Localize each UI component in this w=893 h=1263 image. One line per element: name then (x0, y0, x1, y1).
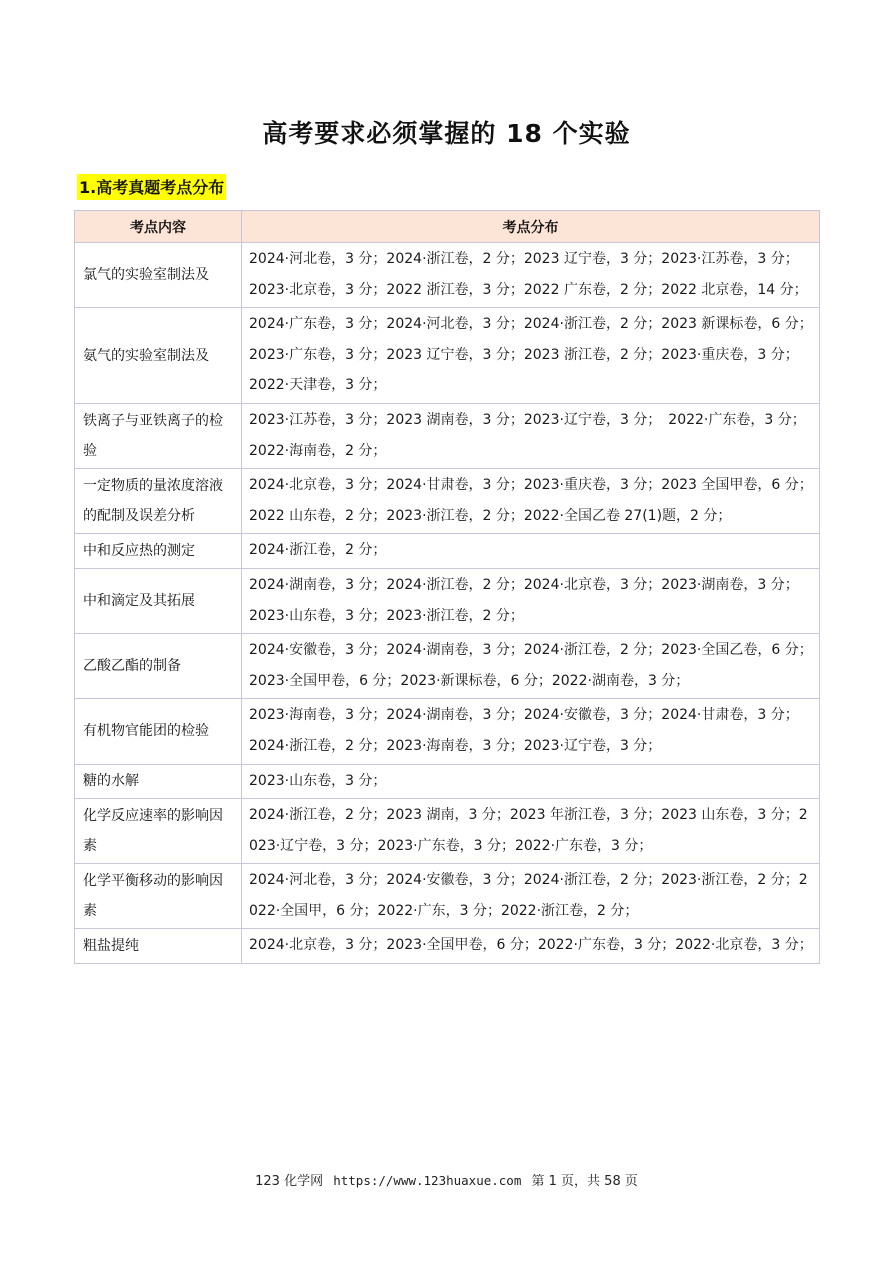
table-row (75, 403, 820, 468)
distribution-line: 2023·海南卷，3 分；2024·湖南卷，3 分；2024·安徽卷，3 分；2024·甘肃卷，3 分； (249, 707, 799, 724)
page-title: 高考要求必须掌握的 18 个实验 (262, 119, 631, 148)
table-row (75, 699, 820, 764)
distribution-line: 2024·安徽卷，3 分；2024·湖南卷，3 分；2024·浙江卷，2 分；2023·全国乙卷，6 分；2023·全国甲卷，6 分；2023·新课标卷，6 分；2022·湖南卷，3 分； (249, 642, 813, 689)
table-row (75, 799, 820, 864)
section-heading: 1.高考真题考点分布 (77, 174, 226, 200)
table-row (75, 568, 820, 633)
header-distribution: 考点分布 (242, 211, 820, 243)
table-row (75, 764, 820, 799)
page-footer (0, 1170, 893, 1189)
topic-cell: 化学平衡移动的影响因素 (75, 864, 242, 929)
distribution-line: 2024·湖南卷，3 分；2024·浙江卷，2 分；2024·北京卷，3 分；2023·湖南卷，3 分； (249, 576, 799, 593)
distribution-cell (242, 799, 820, 864)
distribution-cell (242, 764, 820, 799)
table-row (75, 864, 820, 929)
distribution-cell (242, 634, 820, 699)
topic-cell: 乙酸乙酯的制备 (75, 634, 242, 699)
distribution-line: 2023·北京卷，3 分；2022 浙江卷，3 分；2022 广东卷，2 分；2022 北京卷，14 分； (249, 281, 808, 298)
distribution-line: 2024·北京卷，3 分；2024·甘肃卷，3 分；2023·重庆卷，3 分；2023 全国甲卷，6 分；2022 山东卷，2 分；2023·浙江卷，2 分；2022·全国乙卷 27(1)题，2 分； (249, 477, 813, 524)
topic-cell: 氨气的实验室制法及 (75, 308, 242, 404)
table-row (75, 469, 820, 534)
distribution-line: 2022·天津卷，3 分； (249, 377, 387, 394)
distribution-cell (242, 469, 820, 534)
distribution-cell (242, 864, 820, 929)
topic-cell: 有机物官能团的检验 (75, 699, 242, 764)
exam-distribution-table (74, 210, 820, 964)
topic-cell: 化学反应速率的影响因素 (75, 799, 242, 864)
distribution-line: 2024·浙江卷，2 分； (249, 542, 387, 559)
table-row (75, 243, 820, 308)
distribution-cell (242, 308, 820, 404)
table-row (75, 308, 820, 404)
topic-cell: 中和滴定及其拓展 (75, 568, 242, 633)
distribution-cell (242, 534, 820, 569)
table-row (75, 929, 820, 964)
footer-url[interactable]: https://www.123huaxue.com (333, 1173, 522, 1188)
topic-cell: 氯气的实验室制法及 (75, 243, 242, 308)
distribution-cell (242, 403, 820, 468)
distribution-line: 2024·河北卷，3 分；2024·浙江卷，2 分；2023 辽宁卷，3 分；2023·江苏卷，3 分； (249, 251, 799, 267)
distribution-line: 2023·山东卷，3 分；2023·浙江卷，2 分； (249, 607, 524, 624)
table-header-row (75, 211, 820, 243)
table-body (75, 243, 820, 964)
footer-site: 123 化学网 (255, 1174, 324, 1189)
table-row (75, 534, 820, 569)
distribution-cell (242, 929, 820, 964)
distribution-line: 2023·山东卷，3 分； (249, 772, 387, 789)
distribution-cell (242, 699, 820, 764)
distribution-cell (242, 243, 820, 308)
table-row (75, 634, 820, 699)
distribution-line: 2023·江苏卷，3 分；2023 湖南卷，3 分；2023·辽宁卷，3 分； 2022·广东卷，3 分；2022·海南卷，2 分； (249, 411, 806, 459)
topic-cell: 糖的水解 (75, 764, 242, 799)
distribution-line: 2024·河北卷，3 分；2024·安徽卷，3 分；2024·浙江卷，2 分；2023·浙江卷，2 分；2022·全国甲，6 分；2022·广东，3 分；2022·浙江卷，2 分； (249, 872, 808, 919)
header-topic: 考点内容 (75, 211, 242, 243)
topic-cell: 一定物质的量浓度溶液的配制及误差分析 (75, 469, 242, 534)
footer-page-number: 第 1 页，共 58 页 (531, 1174, 638, 1189)
distribution-line: 2024·北京卷，3 分；2023·全国甲卷，6 分；2022·广东卷，3 分；2022·北京卷，3 分； (249, 937, 813, 954)
topic-cell: 粗盐提纯 (75, 929, 242, 964)
topic-cell: 中和反应热的测定 (75, 534, 242, 569)
distribution-line: 2024·广东卷，3 分；2024·河北卷，3 分；2024·浙江卷，2 分；2023 新课标卷，6 分；2023·广东卷，3 分；2023 辽宁卷，3 分；2023 浙江卷，2 分；2023·重庆卷，3 分； (249, 316, 813, 363)
distribution-line: 2024·浙江卷，2 分；2023·海南卷，3 分；2023·辽宁卷，3 分； (249, 737, 662, 754)
distribution-cell (242, 568, 820, 633)
distribution-line: 2024·浙江卷，2 分；2023 湖南，3 分；2023 年浙江卷，3 分；2023 山东卷，3 分；2023·辽宁卷，3 分；2023·广东卷，3 分；2022·广东卷，3 分； (249, 807, 808, 854)
topic-cell: 铁离子与亚铁离子的检验 (75, 403, 242, 468)
